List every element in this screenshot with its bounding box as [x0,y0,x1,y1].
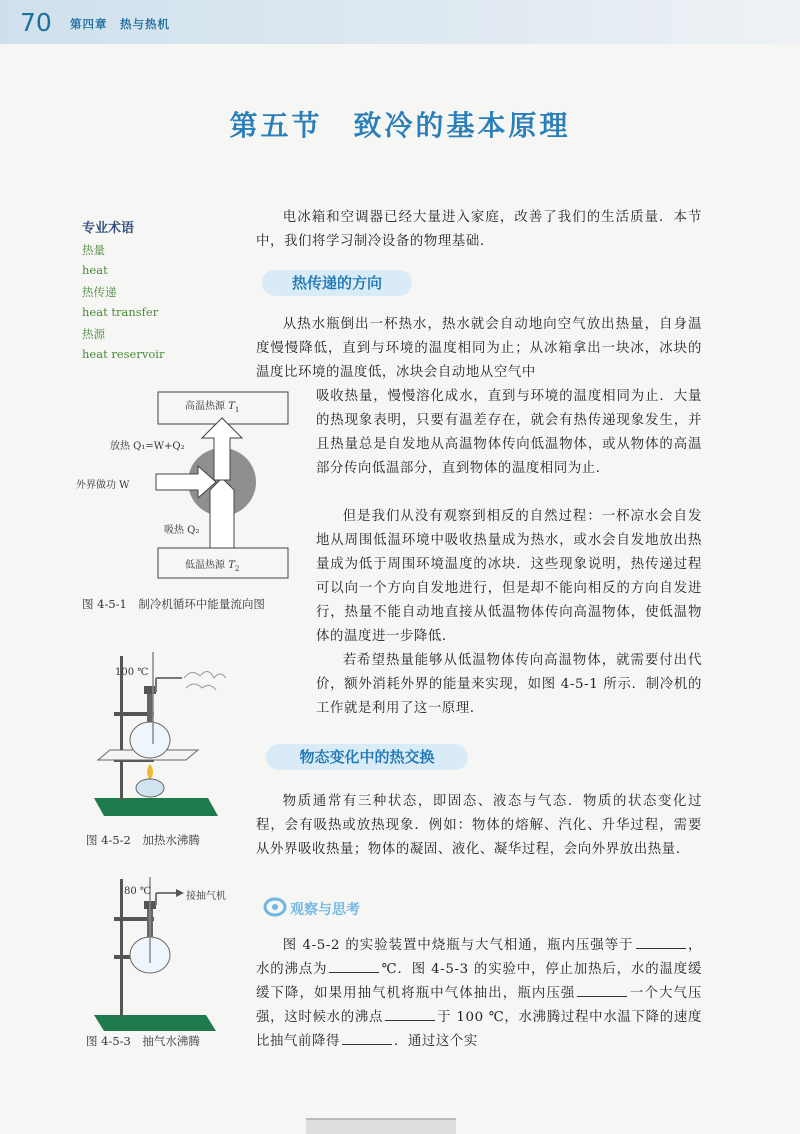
absorb-heat-label: 吸热 Q₂ [164,525,200,536]
temperature-label: 100 ℃ [115,667,149,678]
stand-base [94,798,218,816]
observe-paragraph [256,934,702,1054]
steam [184,671,226,678]
term-item: 热源 [82,327,105,341]
answer-blank[interactable] [342,1030,392,1045]
paragraph-phase-change: 物质通常有三种状态，即固态、液态与气态．物质的状态变化过程，会有吸热或放热现象．例如：物体的熔解、汽化、升华过程，需要从外界吸收热量；物体的凝固、液化、凝华过程，会向外界放出热量． [256,794,702,857]
flame [147,764,153,780]
observe-text: ．通过这个实 [393,1034,478,1049]
paragraph-heat-direction-3: 若希望热量能够从低温物体传向高温物体，就需要付出代价，额外消耗外界的能量来实现，如图 4-5-1 所示．制冷机的工作就是利用了这一原理． [316,653,702,716]
observe-text: 一个大气压强，这时候水的沸点 [256,986,702,1025]
page-header [0,0,800,44]
answer-blank[interactable] [636,934,686,949]
figure-caption: 图 4-5-2 加热水沸腾 [86,833,200,847]
section-heading-heat-direction: 热传递的方向 [262,270,412,296]
absorb-arrow [210,478,234,548]
term-item: 热传递 [82,285,117,299]
observe-heading: 观察与思考 [290,902,360,918]
temperature-label: 80 ℃ [124,886,152,897]
term-item: heat reservoir [82,347,165,361]
paragraph-heat-direction-1b: 吸收热量，慢慢溶化成水，直到与环境的温度相同为止．大量的热现象表明，只要有温差存在，就会有热传递现象发生，并且热量总是自发地从高温物体传向低温物体，或从物体的高温部分传向低温部分，直到物体的温度相同为止． [316,389,702,476]
term-item: 热量 [82,243,105,257]
observe-icon [263,897,287,917]
figure-caption: 图 4-5-1 制冷机循环中能量流向图 [82,597,265,611]
term-item: heat transfer [82,305,159,319]
stand-base [94,1015,216,1031]
observe-text: 于 100 ℃，水沸腾过程中水温下降的速度比抽气前降得 [256,1010,702,1049]
terms-heading: 专业术语 [82,221,135,236]
page-number: 70 [20,8,52,37]
intro-paragraph: 电冰箱和空调器已经大量进入家庭，改善了我们的生活质量．本节中，我们将学习制冷设备的物理基础． [256,210,702,249]
chapter-breadcrumb: 第四章 热与热机 [70,17,170,31]
answer-blank[interactable] [385,1006,435,1021]
section-title: 第五节 致冷的基本原理 [229,109,571,142]
stand-rod [120,879,123,1017]
section-heading-phase-change: 物态变化中的热交换 [266,744,468,770]
release-heat-label: 放热 Q₁=W+Q₂ [110,441,185,452]
answer-blank[interactable] [577,982,627,997]
pump-label: 接抽气机 [186,891,226,902]
answer-blank[interactable] [329,958,379,973]
stopper [144,686,156,694]
alcohol-lamp [136,779,164,797]
figure-caption: 图 4-5-3 抽气水沸腾 [86,1034,200,1048]
paragraph-heat-direction-1a: 从热水瓶倒出一杯热水，热水就会自动地向空气放出热量，自身温度慢慢降低，直到与环境的温度相同为止；从冰箱拿出一块冰，冰块的温度比环境的温度低，冰块会自动地从空气中 [256,317,702,380]
term-item: heat [82,263,108,277]
observe-text: ℃．图 4-5-3 的实验中，停止加热后，水的温度缓缓下降，如果用抽气机将瓶中气体抽出，瓶内压强 [256,962,702,1001]
flask-body [130,722,170,758]
observe-text: 图 4-5-2 的实验装置中烧瓶与大气相通，瓶内压强等于 [282,938,634,953]
observe-text: ，水的沸点为 [256,938,702,977]
low-reservoir-label: 低温热源 $T_2$ [185,560,240,573]
external-work-label: 外界做功 W [76,480,130,491]
pump-arrow [176,889,184,897]
steam [186,684,216,690]
paragraph-heat-direction-2: 但是我们从没有观察到相反的自然过程：一杯凉水会自发地从周围低温环境中吸收热量成为热水，或水会自发地放出热量成为低于周围环境温度的冰块．这些现象说明，热传递过程可以向一个方向自发地进行，但是却不能向相反的方向自发进行，热量不能自动地直接从低温物体传向高温物体，使低温物体的温度进一步降低． [316,509,702,644]
high-reservoir-label: 高温热源 $T_1$ [185,401,240,414]
